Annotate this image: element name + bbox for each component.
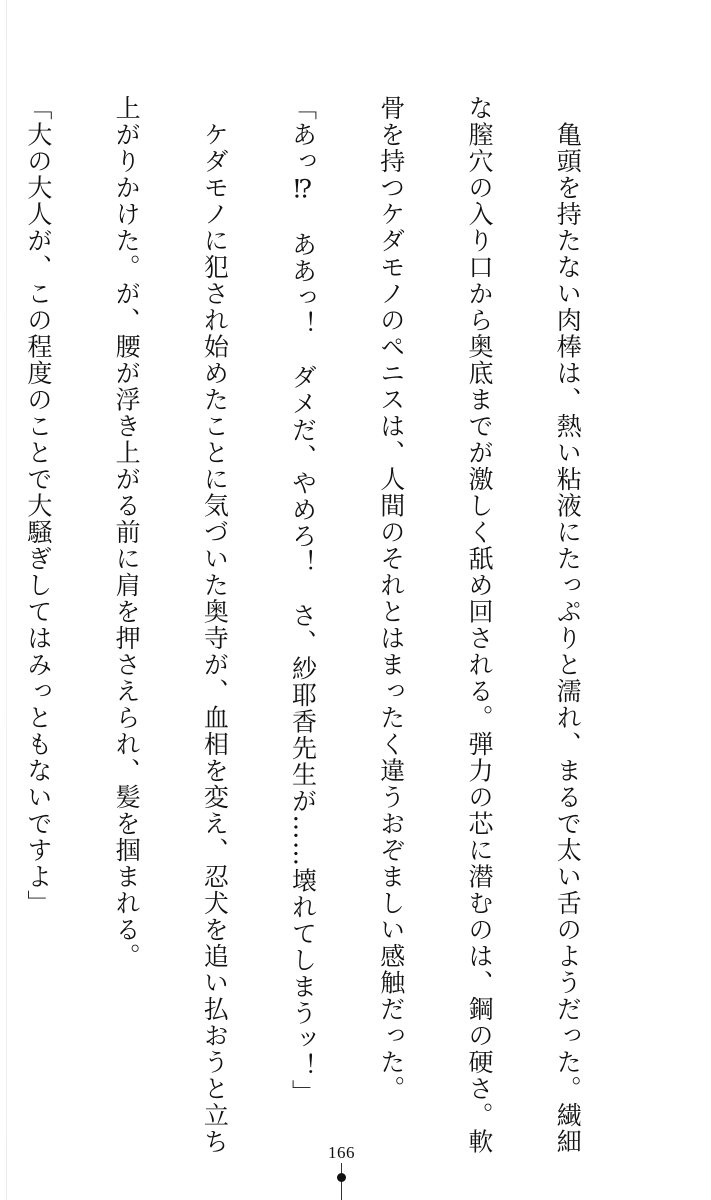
text-line: ケダモノに犯され始めたことに気づいた奥寺が、血相を変え、忍犬を追い払おうと立ち bbox=[200, 95, 230, 1155]
text-line: 「大の大人が、この程度のことで大騒ぎしてはみっともないですよ」 bbox=[23, 95, 53, 917]
text-line: 骨を持つケダモノのペニスは、人間のそれとはまったく違うおぞましい感触だった。 bbox=[376, 95, 406, 1102]
binding-mark-dot bbox=[337, 1173, 346, 1182]
text-line: 上がりかけた。が、腰が浮き上がる前に肩を押さえられ、髪を掴まれる。 bbox=[112, 95, 142, 970]
text-line: な膣穴の入り口から奥底までが激しく舐め回される。弾力の芯に潜むのは、鋼の硬さ。軟 bbox=[464, 95, 494, 1155]
page-number: 166 bbox=[328, 1143, 355, 1162]
text-line: 亀頭を持たない肉棒は、熱い粘液にたっぷりと濡れ、まるで太い舌のようだった。繊細 bbox=[553, 95, 583, 1155]
text-line: 「あっ⁉ ああっ！ ダメだ、やめろ！ さ、紗耶香先生が……壊れてしまうッ！」 bbox=[288, 95, 318, 1106]
